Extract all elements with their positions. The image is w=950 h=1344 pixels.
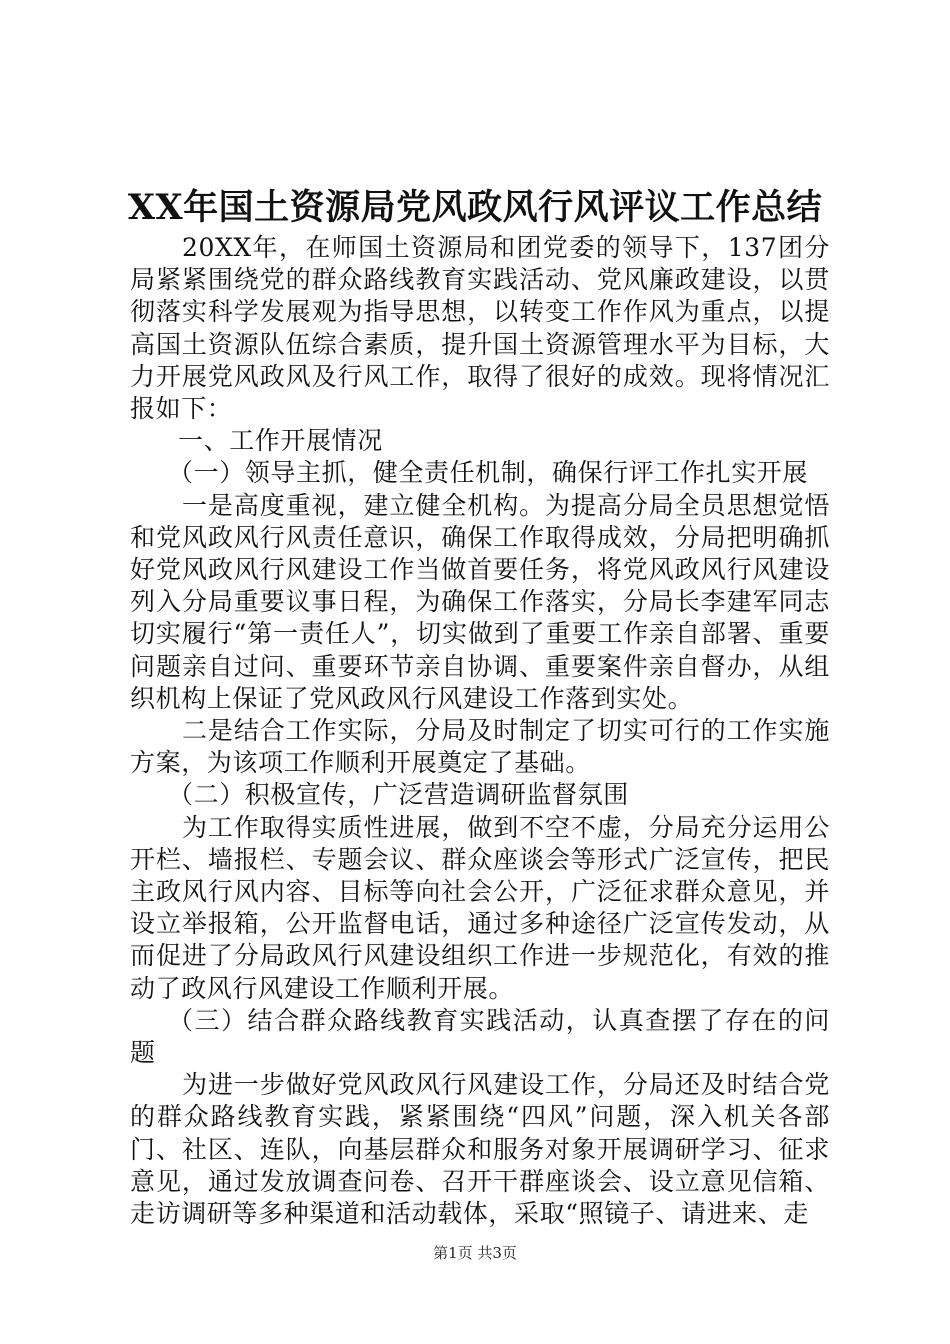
paragraph-publicity: 为工作取得实质性进展，做到不空不虚，分局充分运用公开栏、墙报栏、专题会议、群众座谈会等形式广泛宣传，把民主政风行风内容、目标等向社会公开，广泛征求群众意见，并设立举报箱，公开监督电话，通过多种途径广泛宣传发动，从而促进了分局政风行风建设组织工作进一步规范化，有效的推动了政风行风建设工作顺利开展。 xyxy=(130,812,830,1003)
paragraph-leadership-1: 一是高度重视，建立健全机构。为提高分局全员思想觉悟和党风政风行风责任意识，确保工作取得成效，分局把明确抓好党风政风行风建设工作当做首要任务，将党风政风行风建设列入分局重要议事日程，为确保工作落实，分局长李建军同志切实履行“第一责任人”，切实做到了重要工作亲自部署、重要问题亲自过问、重要环节亲自协调、重要案件亲自督办，从组织机构上保证了党风政风行风建设工作落到实处。 xyxy=(130,490,830,713)
document-title: XX年国土资源局党风政风行风评议工作总结 xyxy=(127,187,823,228)
document-body xyxy=(130,232,830,1230)
paragraph-mass-line: 为进一步做好党风政风行风建设工作，分局还及时结合党的群众路线教育实践，紧紧围绕“四风”问题，深入机关各部门、社区、连队，向基层群众和服务对象开展调研学习、征求意见，通过发放调查问卷、召开干群座谈会、设立意见信箱、走访调研等多种渠道和活动载体，采取“照镜子、请进来、走 xyxy=(130,1070,830,1229)
paragraph-intro: 20XX年，在师国土资源局和团党委的领导下，137团分局紧紧围绕党的群众路线教育实践活动、党风廉政建设，以贯彻落实科学发展观为指导思想，以转变工作作风为重点，以提高国土资源队伍综合素质，提升国土资源管理水平为目标，大力开展党风政风及行风工作，取得了很好的成效。现将情况汇报如下： xyxy=(130,233,830,424)
section-heading-work-status: 一、工作开展情况 xyxy=(178,426,383,456)
subsection-heading-mass-line: （三）结合群众路线教育实践活动，认真查摆了存在的问题 xyxy=(130,1005,830,1068)
paragraph-leadership-2: 二是结合工作实际，分局及时制定了切实可行的工作实施方案，为该项工作顺利开展奠定了基础。 xyxy=(130,716,830,778)
subsection-heading-publicity: （二）积极宣传，广泛营造调研监督氛围 xyxy=(168,780,629,810)
page-footer: 第1页 共3页 xyxy=(433,1244,517,1262)
subsection-heading-leadership: （一）领导主抓，健全责任机制，确保行评工作扎实开展 xyxy=(168,458,809,488)
